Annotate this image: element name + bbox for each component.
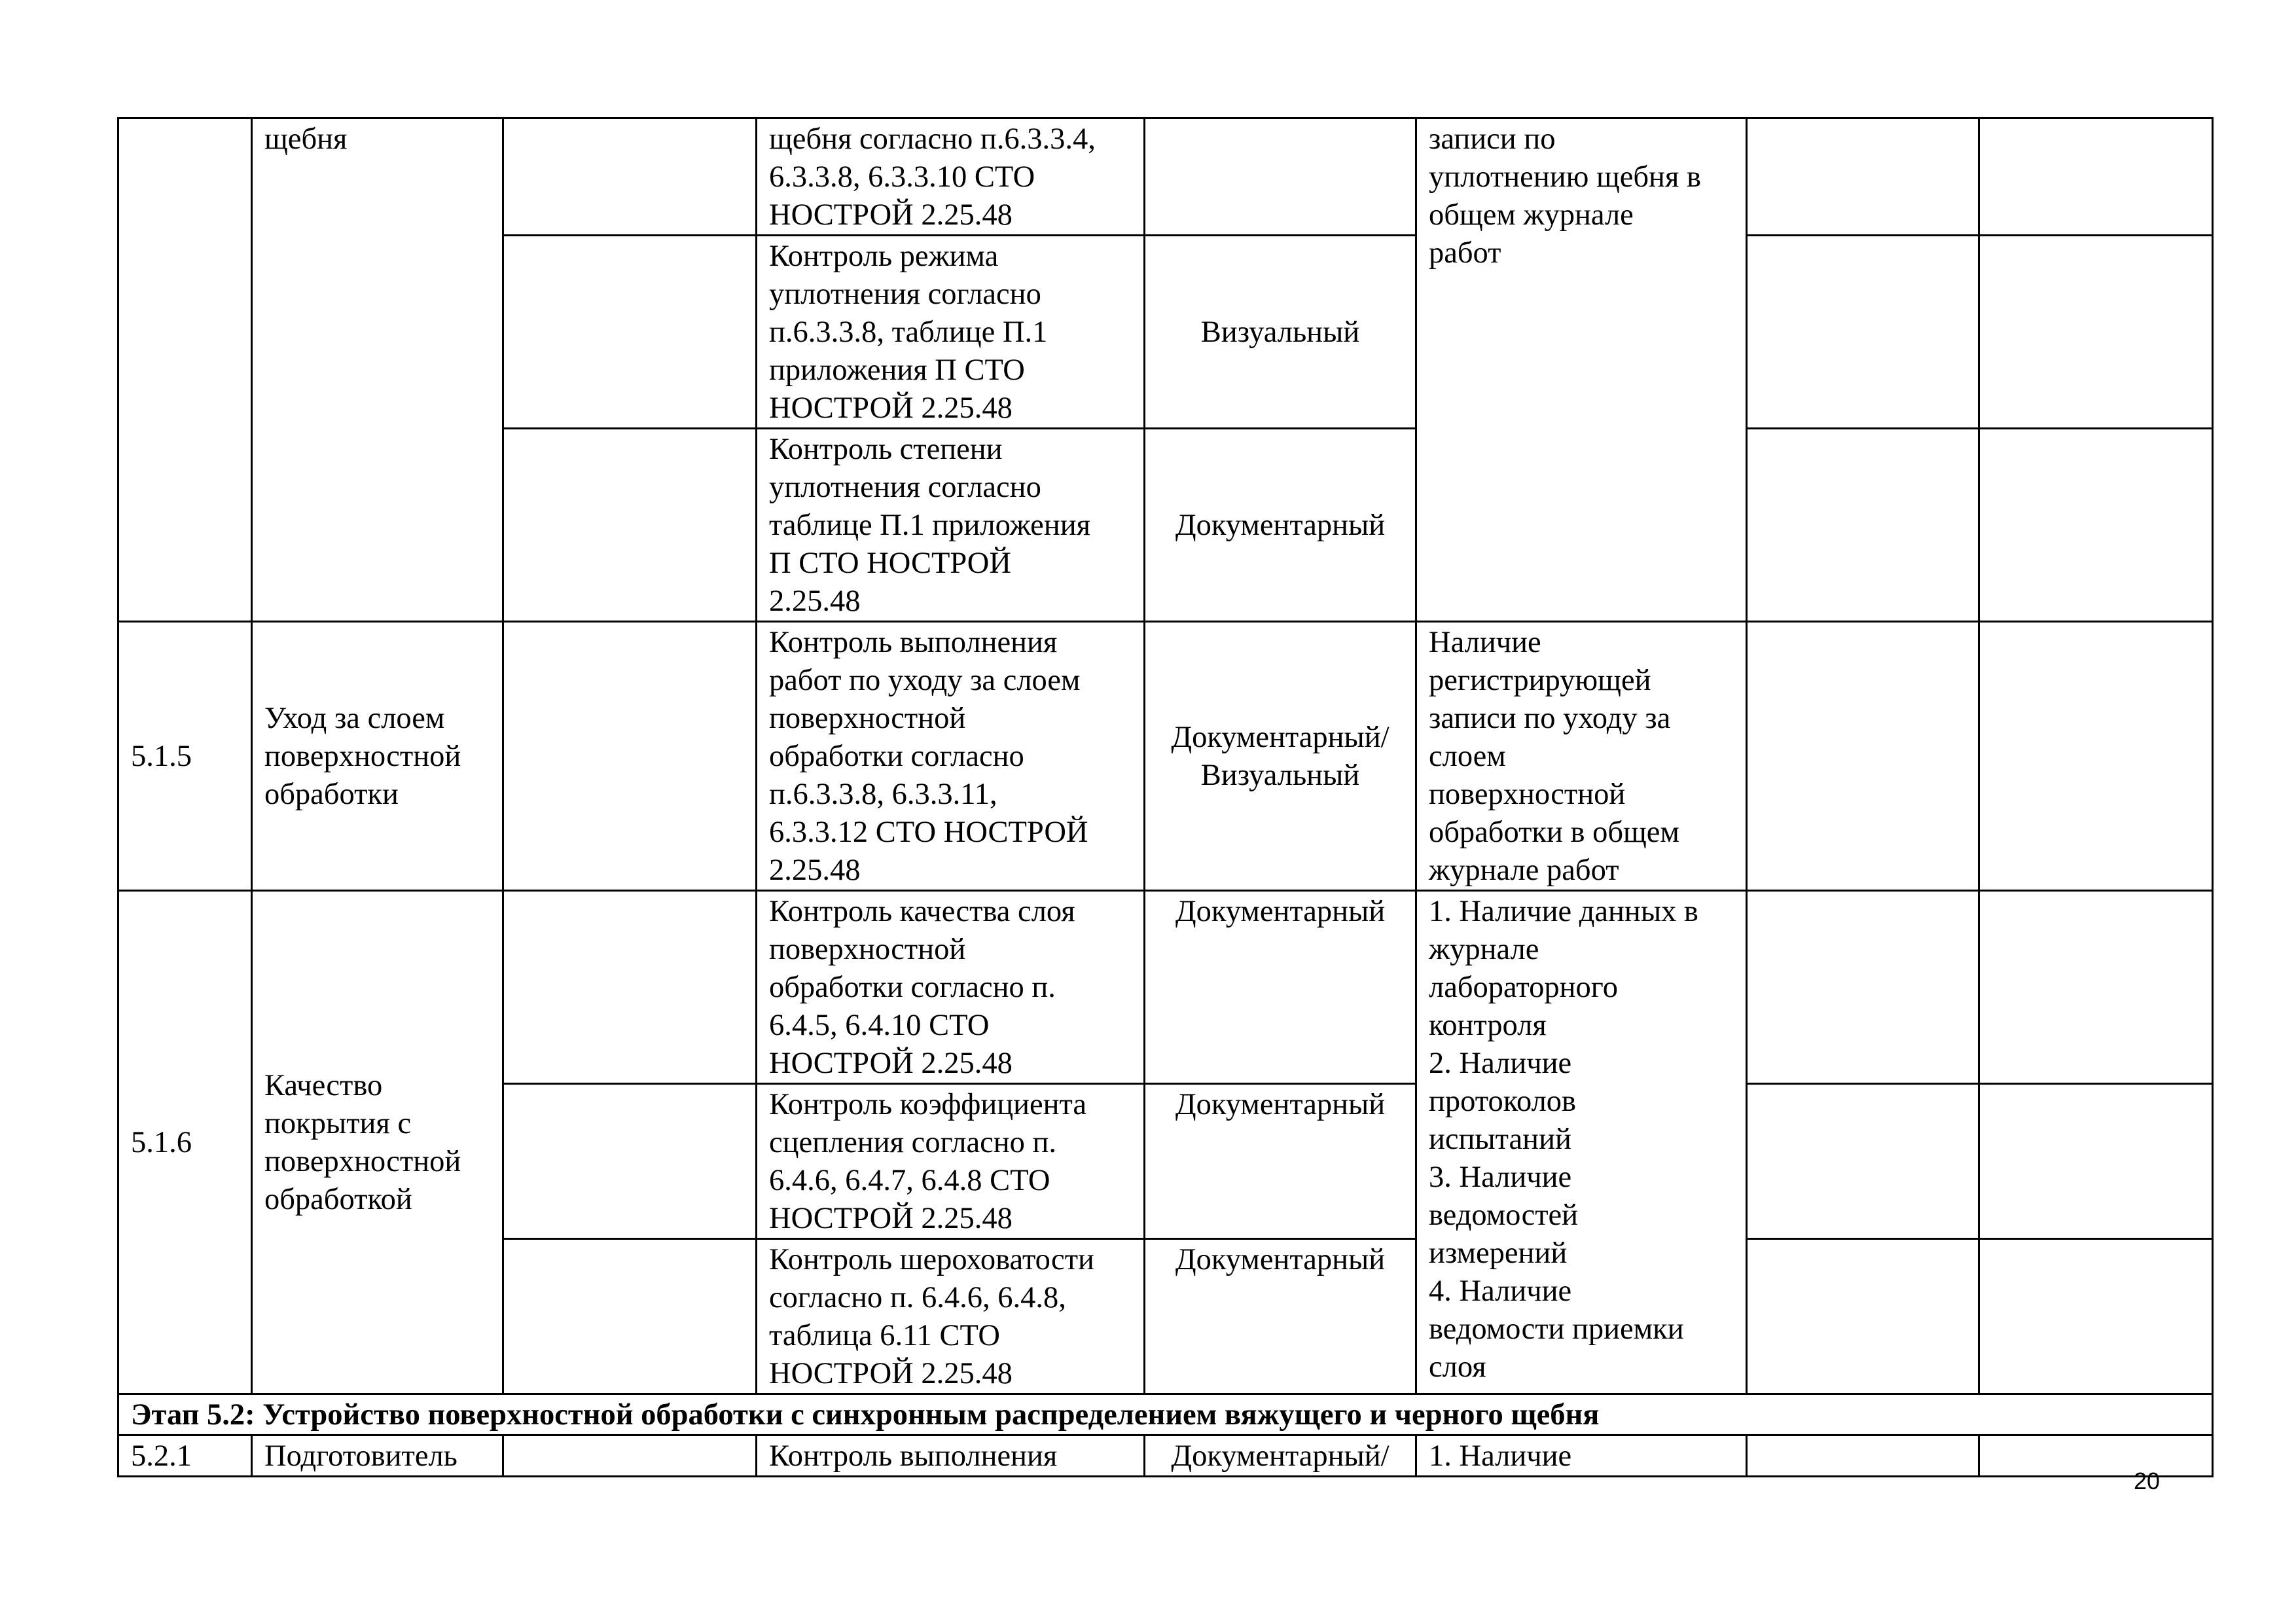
cell-empty: [1979, 236, 2213, 429]
table-row: [118, 622, 2213, 891]
cell-method: Документарный: [1145, 429, 1416, 622]
table-row: [118, 891, 2213, 1084]
cell-control: Контроль режима уплотнения согласно п.6.3.3.8, таблице П.1 приложения П СТО НОСТРОЙ 2.25.48: [757, 236, 1145, 429]
cell-document: 1. Наличие: [1416, 1435, 1747, 1477]
page-number: 20: [2133, 1468, 2160, 1494]
control-table: [117, 117, 2214, 1477]
cell-number: 5.1.5: [118, 622, 252, 891]
cell-empty: [1747, 1239, 1979, 1394]
cell-control: Контроль выполнения: [757, 1435, 1145, 1477]
cell-method: Документарный: [1145, 1239, 1416, 1394]
cell-document: записи по уплотнению щебня в общем журнале работ: [1416, 118, 1747, 622]
cell-document: Наличие регистрирующей записи по уходу за слоем поверхностной обработки в общем журнале работ: [1416, 622, 1747, 891]
table-row: [118, 1394, 2213, 1435]
cell-subject: Подготовитель: [252, 1435, 503, 1477]
cell-empty: [1747, 118, 1979, 236]
cell-empty: [1979, 429, 2213, 622]
cell-empty: [503, 1435, 757, 1477]
cell-subject: щебня: [252, 118, 503, 622]
cell-empty: [503, 236, 757, 429]
cell-empty: [1747, 891, 1979, 1084]
cell-empty: [1979, 891, 2213, 1084]
cell-method: Визуальный: [1145, 236, 1416, 429]
cell-empty: [503, 891, 757, 1084]
cell-document: 1. Наличие данных в журнале лабораторного контроля 2. Наличие протоколов испытаний 3. Наличие ведомостей измерений 4. Наличие ведомости приемки слоя: [1416, 891, 1747, 1394]
cell-empty: [1747, 429, 1979, 622]
cell-method: Документарный/: [1145, 1435, 1416, 1477]
cell-control: Контроль коэффициента сцепления согласно п. 6.4.6, 6.4.7, 6.4.8 СТО НОСТРОЙ 2.25.48: [757, 1084, 1145, 1239]
cell-empty: [1747, 236, 1979, 429]
cell-control: Контроль выполнения работ по уходу за слоем поверхностной обработки согласно п.6.3.3.8, 6.3.3.11, 6.3.3.12 СТО НОСТРОЙ 2.25.48: [757, 622, 1145, 891]
cell-empty: [1979, 622, 2213, 891]
cell-number: 5.2.1: [118, 1435, 252, 1477]
cell-empty: [503, 429, 757, 622]
cell-subject: Уход за слоем поверхностной обработки: [252, 622, 503, 891]
cell-empty: [1747, 1084, 1979, 1239]
cell-empty: [503, 118, 757, 236]
table-row: [118, 118, 2213, 236]
cell-empty: [1979, 1239, 2213, 1394]
cell-subject: Качество покрытия с поверхностной обработкой: [252, 891, 503, 1394]
stage-heading: Этап 5.2: Устройство поверхностной обработки с синхронным распределением вяжущего и черного щебня: [118, 1394, 2213, 1435]
cell-control: Контроль степени уплотнения согласно таблице П.1 приложения П СТО НОСТРОЙ 2.25.48: [757, 429, 1145, 622]
cell-number: 5.1.6: [118, 891, 252, 1394]
cell-control: Контроль шероховатости согласно п. 6.4.6, 6.4.8, таблица 6.11 СТО НОСТРОЙ 2.25.48: [757, 1239, 1145, 1394]
cell-empty: [1979, 1084, 2213, 1239]
cell-empty: [503, 1239, 757, 1394]
cell-method: [1145, 118, 1416, 236]
cell-method: Документарный: [1145, 891, 1416, 1084]
cell-empty: [503, 622, 757, 891]
cell-empty: [503, 1084, 757, 1239]
cell-empty: [1747, 1435, 1979, 1477]
cell-number: [118, 118, 252, 622]
cell-control: Контроль качества слоя поверхностной обработки согласно п. 6.4.5, 6.4.10 СТО НОСТРОЙ 2.25.48: [757, 891, 1145, 1084]
cell-method: Документарный: [1145, 1084, 1416, 1239]
table-row: [118, 1435, 2213, 1477]
cell-control: щебня согласно п.6.3.3.4, 6.3.3.8, 6.3.3.10 СТО НОСТРОЙ 2.25.48: [757, 118, 1145, 236]
cell-method: Документарный/ Визуальный: [1145, 622, 1416, 891]
cell-empty: [1979, 118, 2213, 236]
cell-empty: [1747, 622, 1979, 891]
